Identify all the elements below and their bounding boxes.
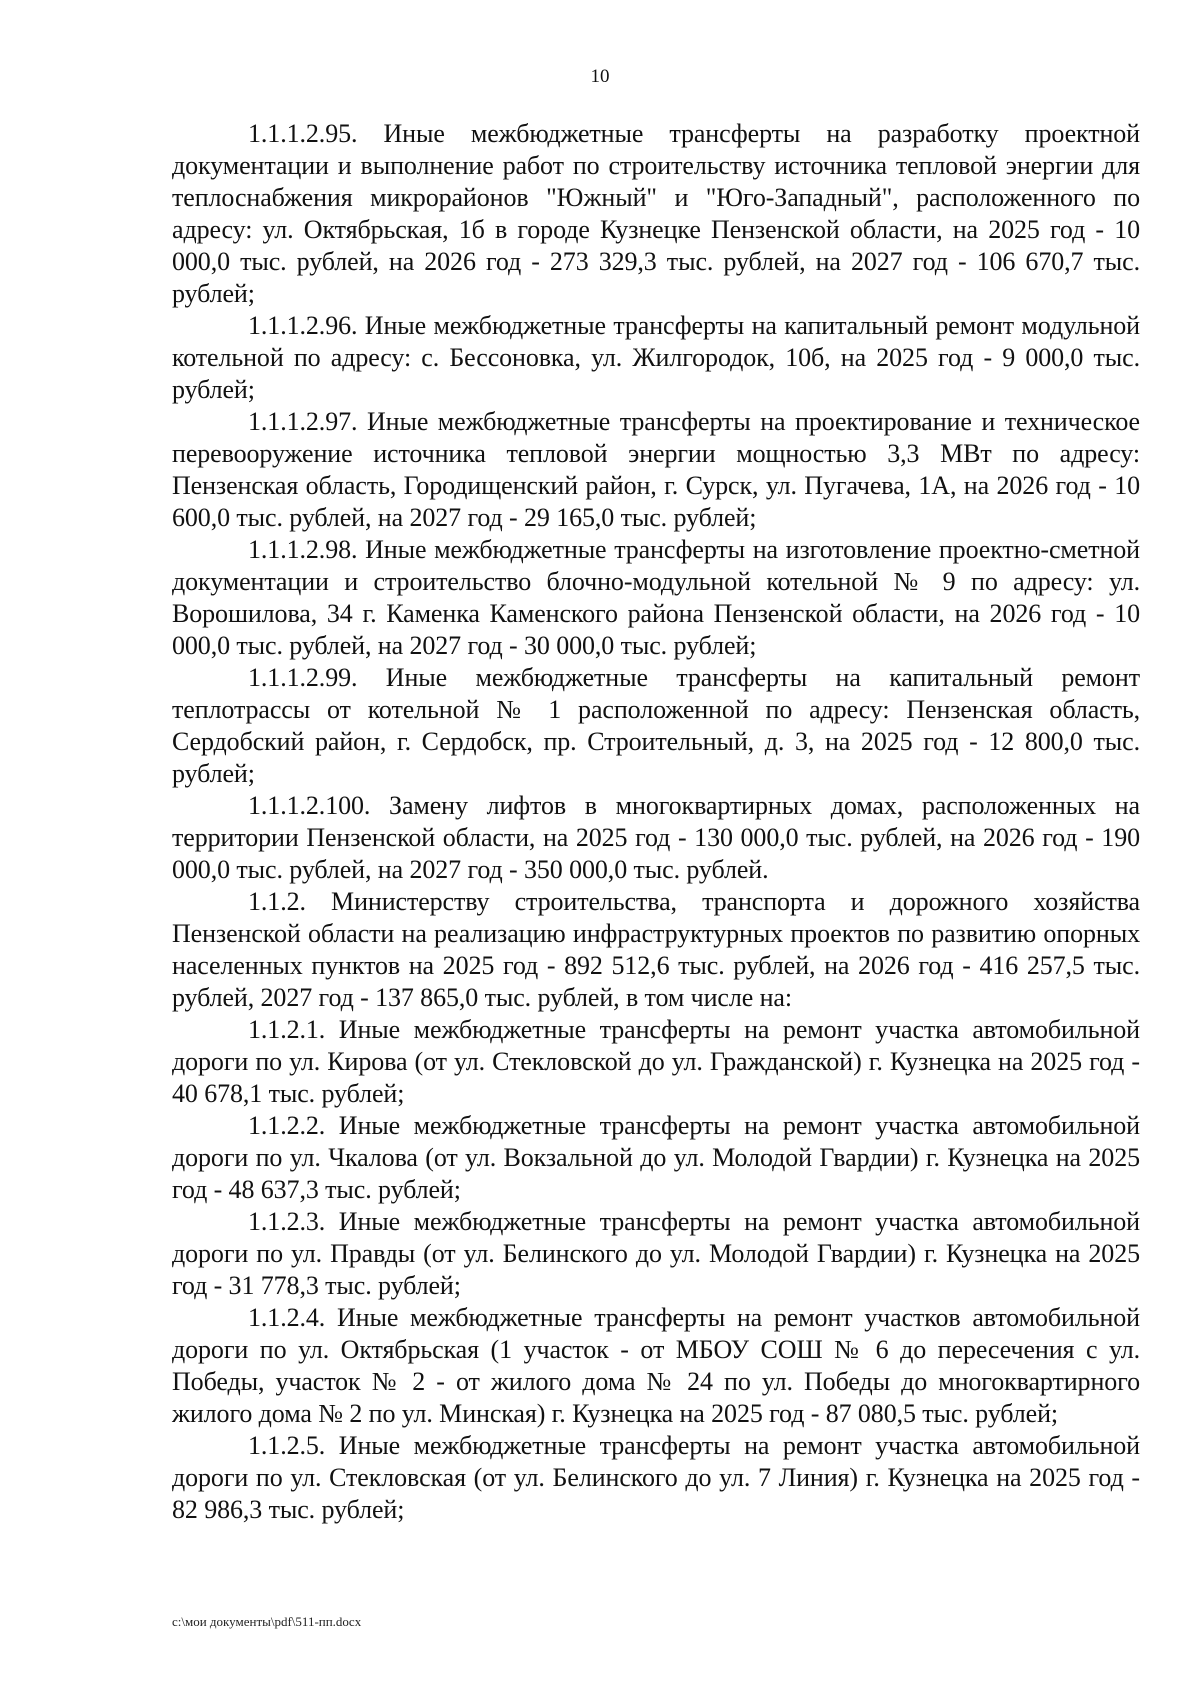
paragraph-1-1-2-1: 1.1.2.1. Иные межбюджетные трансферты на ремонт участка автомобильной дороги по ул. Кирова (от ул. Стекловской до ул. Гражданской) г. Кузнецка на 2025 год - 40 678,1 тыс. рублей;	[172, 1015, 1140, 1108]
paragraph-1-1-2: 1.1.2. Министерству строительства, транспорта и дорожного хозяйства Пензенской области на реализацию инфраструктурных проектов по развитию опорных населенных пунктов на 2025 год - 892 512,6 тыс. рублей, на 2026 год - 416 257,5 тыс. рублей, 2027 год - 137 865,0 тыс. рублей, в том числе на:	[172, 887, 1140, 1012]
paragraph-1-1-1-2-95: 1.1.1.2.95. Иные межбюджетные трансферты на разработку проектной документации и выполнение работ по строительству источника тепловой энергии для теплоснабжения микрорайонов "Южный" и "Юго-Западный", расположенного по адресу: ул. Октябрьская, 1б в городе Кузнецке Пензенской области, на 2025 год - 10 000,0 тыс. рублей, на 2026 год - 273 329,3 тыс. рублей, на 2027 год - 106 670,7 тыс. рублей;	[172, 119, 1140, 308]
paragraph-1-1-2-5: 1.1.2.5. Иные межбюджетные трансферты на ремонт участка автомобильной дороги по ул. Стекловская (от ул. Белинского до ул. 7 Линия) г. Кузнецка на 2025 год - 82 986,3 тыс. рублей;	[172, 1431, 1140, 1524]
paragraph-1-1-2-3: 1.1.2.3. Иные межбюджетные трансферты на ремонт участка автомобильной дороги по ул. Правды (от ул. Белинского до ул. Молодой Гвардии) г. Кузнецка на 2025 год - 31 778,3 тыс. рублей;	[172, 1207, 1140, 1300]
paragraph-1-1-1-2-96: 1.1.1.2.96. Иные межбюджетные трансферты на капитальный ремонт модульной котельной по адресу: с. Бессоновка, ул. Жилгородок, 10б, на 2025 год - 9 000,0 тыс. рублей;	[172, 311, 1140, 404]
page-number: 10	[590, 66, 610, 87]
document-body	[172, 118, 1140, 1526]
paragraph-1-1-1-2-100: 1.1.1.2.100. Замену лифтов в многоквартирных домах, расположенных на территории Пензенской области, на 2025 год - 130 000,0 тыс. рублей, на 2026 год - 190 000,0 тыс. рублей, на 2027 год - 350 000,0 тыс. рублей.	[172, 791, 1140, 884]
paragraph-1-1-2-4: 1.1.2.4. Иные межбюджетные трансферты на ремонт участков автомобильной дороги по ул. Октябрьская (1 участок - от МБОУ СОШ № 6 до пересечения с ул. Победы, участок № 2 - от жилого дома № 24 по ул. Победы до многоквартирного жилого дома № 2 по ул. Минская) г. Кузнецка на 2025 год - 87 080,5 тыс. рублей;	[172, 1303, 1140, 1428]
paragraph-1-1-1-2-98: 1.1.1.2.98. Иные межбюджетные трансферты на изготовление проектно-сметной документации и строительство блочно-модульной котельной № 9 по адресу: ул. Ворошилова, 34 г. Каменка Каменского района Пензенской области, на 2026 год - 10 000,0 тыс. рублей, на 2027 год - 30 000,0 тыс. рублей;	[172, 535, 1140, 660]
paragraph-1-1-2-2: 1.1.2.2. Иные межбюджетные трансферты на ремонт участка автомобильной дороги по ул. Чкалова (от ул. Вокзальной до ул. Молодой Гвардии) г. Кузнецка на 2025 год - 48 637,3 тыс. рублей;	[172, 1111, 1140, 1204]
paragraph-1-1-1-2-99: 1.1.1.2.99. Иные межбюджетные трансферты на капитальный ремонт теплотрассы от котельной № 1 расположенной по адресу: Пензенская область, Сердобский район, г. Сердобск, пр. Строительный, д. 3, на 2025 год - 12 800,0 тыс. рублей;	[172, 663, 1140, 788]
footer-file-path: c:\мои документы\pdf\511-пп.docx	[172, 1614, 362, 1629]
paragraph-1-1-1-2-97: 1.1.1.2.97. Иные межбюджетные трансферты на проектирование и техническое перевооружение источника тепловой энергии мощностью 3,3 МВт по адресу: Пензенская область, Городищенский район, г. Сурск, ул. Пугачева, 1А, на 2026 год - 10 600,0 тыс. рублей, на 2027 год - 29 165,0 тыс. рублей;	[172, 407, 1140, 532]
